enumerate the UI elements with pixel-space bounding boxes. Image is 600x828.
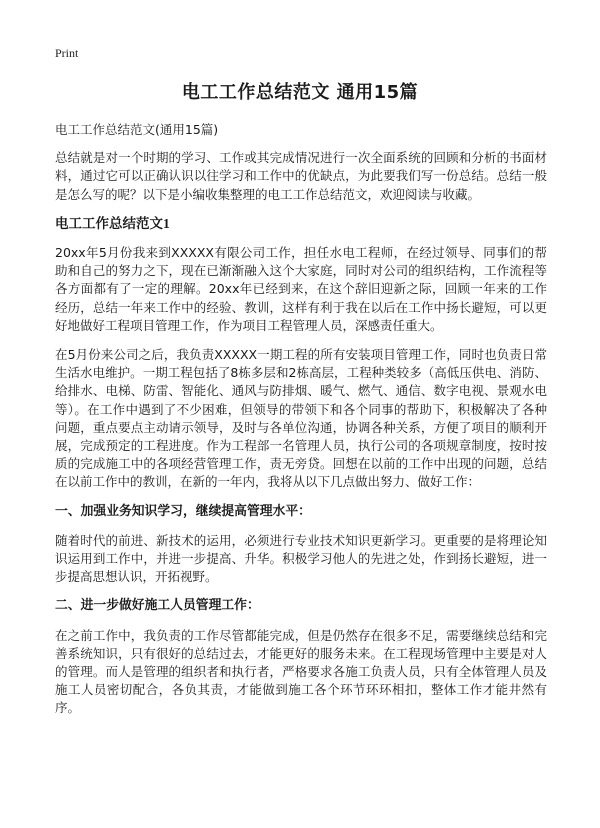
intro-paragraph: 总结就是对一个时期的学习、工作或其完成情况进行一次全面系统的回顾和分析的书面材料，通过它可以正确认识以往学习和工作中的优缺点，为此要我们写一份总结。总结一般是怎么写的呢？以下是小编收集整理的电工工作总结范文，欢迎阅读与收藏。 bbox=[55, 150, 547, 202]
body-paragraph: 20xx年5月份我来到XXXXX有限公司工作，担任水电工程师，在经过领导、同事们的帮助和自己的努力之下，现在已渐渐融入这个大家庭，同时对公司的组织结构，工作流程等各方面都有了一定的理解。20xx年已经到来，在这个辞旧迎新之际，回顾一年来的工作经历，总结一年来工作中的经验、教训，这样有利于我在以后在工作中扬长避短，可以更好地做好工程项目管理工作，作为项目工程管理人员，深感责任重大。 bbox=[55, 245, 547, 333]
body-paragraph: 在5月份来公司之后，我负责XXXXX一期工程的所有安装项目管理工作，同时也负责日常生活水电维护。一期工程包括了8栋多层和2栋高层，工程种类较多（高低压供电、消防、给排水、电梯、防雷、智能化、通风与防排烟、暖气、燃气、通信、数字电视、景观水电等）。在工作中遇到了不少困难，但领导的带领下和各个同事的帮助下，积极解决了各种问题，重点要点主动请示领导，及时与各单位沟通，协调各种关系，方便了项目的顺利开展，完成预定的工程进度。作为工程部一名管理人员，执行公司的各项规章制度，按时按质的完成施工中的各项经营管理工作，责无旁贷。回想在以前的工作中出现的问题，总结在以前工作中的教训，在新的一年内，我将从以下几点做出努力、做好工作： bbox=[55, 347, 547, 490]
section-paragraph: 在之前工作中，我负责的工作尽管都能完成，但是仍然存在很多不足，需要继续总结和完善系统知识，只有很好的总结过去，才能更好的服务未来。在工程现场管理中主要是对人的管理。而人是管理的组织者和执行者，严格要求各施工负责人员，只有全体管理人员及施工人员密切配合，各负其责，才能做到施工各个环节环环相扣，整体工作才能井然有序。 bbox=[55, 627, 547, 716]
section-heading: 二、进一步做好施工人员管理工作： bbox=[55, 598, 260, 614]
section-heading: 一、加强业务知识学习，继续提高管理水平： bbox=[55, 503, 311, 519]
document-subtitle: 电工工作总结范文(通用15篇) bbox=[55, 122, 219, 137]
article-heading: 电工工作总结范文1 bbox=[55, 215, 170, 231]
section-paragraph: 随着时代的前进、新技术的运用，必须进行专业技术知识更新学习。更重要的是将理论知识运用到工作中，并进一步提高、升华。积极学习他人的先进之处，作到扬长避短，进一步提高思想认识，开拓视野。 bbox=[55, 532, 547, 585]
document-body bbox=[55, 121, 547, 729]
print-link[interactable]: Print bbox=[55, 46, 79, 60]
page-title: 电工工作总结范文 通用15篇 bbox=[181, 82, 419, 103]
